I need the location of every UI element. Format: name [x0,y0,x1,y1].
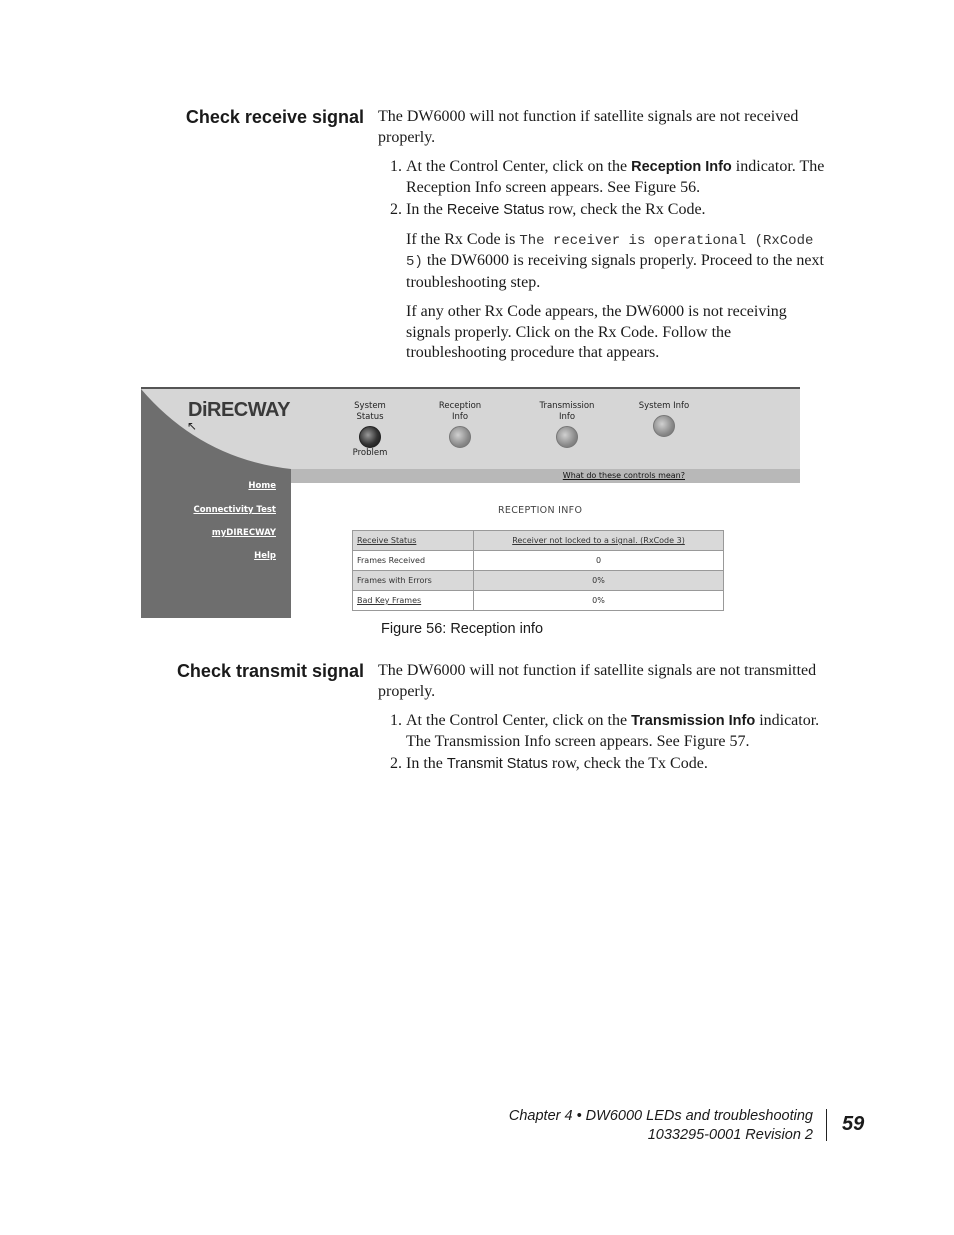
indicator-label: Reception Info [438,401,482,422]
status-led-icon[interactable] [449,426,471,448]
section-body-receive [378,107,833,373]
table-row [353,551,724,571]
section-heading-transmit: Check transmit signal [176,661,364,681]
row-value: 0% [474,571,724,591]
section-heading-receive: Check receive signal [185,107,364,127]
ui-label-receive-status: Receive Status [446,202,545,218]
controls-help-link[interactable]: What do these controls mean? [562,471,685,480]
footer-chapter: Chapter 4 • DW6000 LEDs and troubleshooting [508,1108,813,1124]
bad-key-frames-link[interactable]: Bad Key Frames [353,591,474,611]
rx-code-link[interactable]: Receiver not locked to a signal. (RxCode 3) [474,531,724,551]
list-item [406,157,833,198]
ui-label-reception-info: Reception Info [631,159,732,175]
indicator-system-info[interactable] [634,401,694,437]
step-text: indicator. The Reception Info screen appears. See Figure 56. [406,158,825,196]
row-value: 0 [474,551,724,571]
rx-ok-paragraph: If the Rx Code is The receiver is operational (RxCode 5) the DW6000 is receiving signals properly. Proceed to the next troubleshooting step. [406,230,824,291]
steps-list [378,711,833,775]
page-number: 59 [842,1113,865,1135]
nav-mydirecway[interactable]: myDIRECWAY [211,528,276,538]
nav-connectivity-test[interactable]: Connectivity Test [193,505,276,515]
indicator-reception-info[interactable] [430,401,490,448]
page-footer [509,1107,813,1145]
mouse-cursor-icon: ↖ [187,419,198,433]
steps-list [378,157,833,364]
page-title: RECEPTION INFO [498,505,583,516]
list-item [406,200,833,364]
direcway-logo: DiRECWAY [188,399,290,421]
status-led-icon[interactable] [359,426,381,448]
row-value: 0% [474,591,724,611]
ui-label-transmit-status: Transmit Status [446,756,548,772]
figure-caption: Figure 56: Reception info [381,621,544,637]
hint-bar [291,469,800,483]
indicator-label: Transmission Info [539,401,595,422]
table-row [353,571,724,591]
row-label: Frames Received [353,551,474,571]
reception-info-table [352,530,724,611]
intro-paragraph: The DW6000 will not function if satellite signals are not received properly. [378,108,799,146]
nav-help[interactable]: Help [254,551,276,561]
sidebar-curve [141,389,291,618]
status-led-icon[interactable] [556,426,578,448]
step-text: row, check the Rx Code. [544,201,706,218]
indicator-transmission-info[interactable] [537,401,597,448]
table-row [353,531,724,551]
table-row [353,591,724,611]
list-item: 2. In the Transmit Status row, check the Tx Code. [406,754,833,775]
section-body-transmit [378,661,833,777]
rx-code-text: The receiver is operational (RxCode 5) [406,232,814,270]
ui-label-transmission-info: Transmission Info [631,713,756,729]
reception-info-screenshot [141,387,800,618]
indicator-label: System Status [354,401,386,422]
row-label: Frames with Errors [353,571,474,591]
list-item: 1. At the Control Center, click on the Transmission Info indicator. The Transmission Info screen appears. See Figure 57. [406,711,833,752]
status-led-icon[interactable] [653,415,675,437]
indicator-sub: Problem [352,448,388,458]
indicator-label: System Info [638,401,690,411]
nav-home[interactable]: Home [248,481,276,491]
footer-revision: 1033295-0001 Revision 2 [647,1127,813,1143]
step-text: In the [406,201,447,218]
intro-paragraph: The DW6000 will not function if satellite signals are not transmitted properly. [378,662,817,700]
indicator-system-status[interactable] [340,401,400,459]
rx-other-paragraph: If any other Rx Code appears, the DW6000 is not receiving signals properly. Click on the Rx Code. Follow the troubleshooting procedure that appears. [406,303,787,361]
step-text: At the Control Center, click on the [406,158,632,175]
footer-divider [826,1109,827,1141]
receive-status-link[interactable]: Receive Status [353,531,474,551]
